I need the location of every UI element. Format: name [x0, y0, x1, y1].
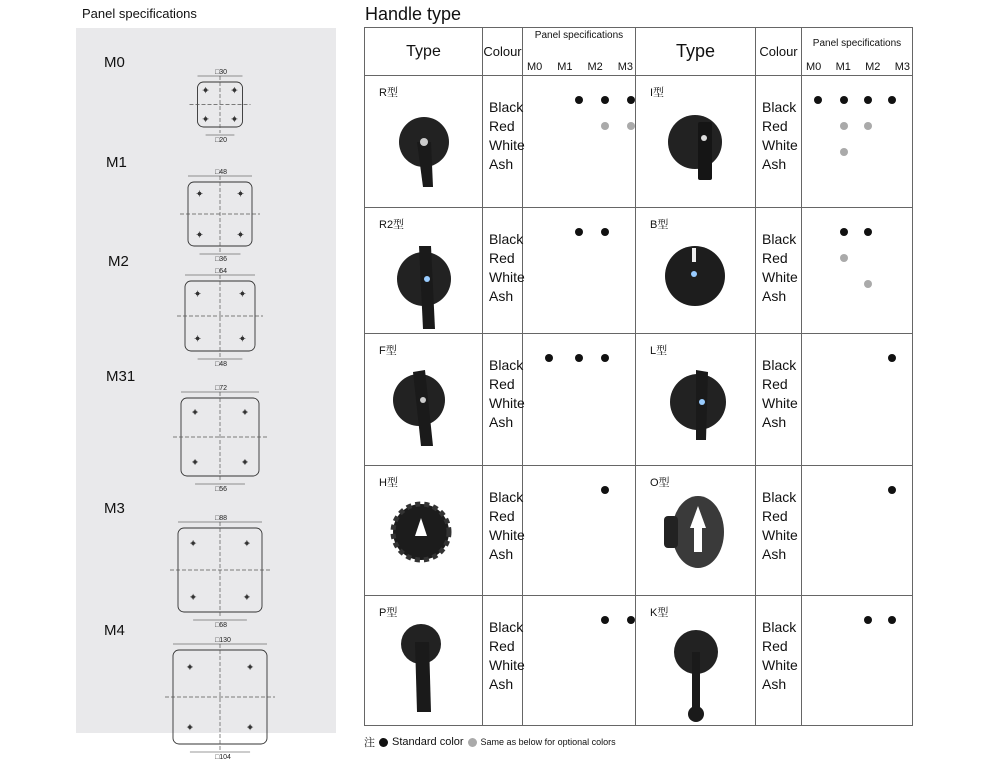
colour-option: Ash: [762, 156, 787, 172]
table-header-row: [365, 28, 913, 76]
optional-color-dot: [864, 122, 872, 130]
spec-drawing: [76, 508, 336, 632]
handle-spec-cell: [802, 334, 913, 466]
handle-type-cell: [636, 208, 756, 334]
handle-colour-cell: [483, 208, 523, 334]
handle-type-cell: [636, 596, 756, 726]
standard-color-dot: [601, 486, 609, 494]
handle-knob-icon: [660, 102, 736, 207]
handle-colour-cell: [756, 466, 802, 596]
colour-option: Black: [489, 489, 524, 505]
standard-color-dot: [888, 616, 896, 624]
header-col-m3: M3: [617, 61, 633, 73]
colour-option: White: [762, 657, 798, 673]
handle-name: F型: [379, 345, 397, 357]
standard-color-dot: [840, 96, 848, 104]
colour-option: White: [762, 137, 798, 153]
colour-option: Black: [489, 99, 524, 115]
colour-option: White: [762, 527, 798, 543]
standard-color-dot: [545, 354, 553, 362]
spec-drawing: [76, 261, 336, 371]
legend-optional-label: Same as below for optional colors: [480, 737, 616, 747]
colour-option: White: [489, 657, 525, 673]
colour-option: Ash: [489, 156, 514, 172]
handle-spec-cell: [802, 76, 913, 208]
spec-drawing: [76, 378, 336, 496]
handle-colour-cell: [483, 76, 523, 208]
standard-color-dot: [888, 486, 896, 494]
colour-option: Ash: [489, 546, 514, 562]
spec-top-dimension: □88: [215, 515, 228, 522]
optional-color-dot: [840, 148, 848, 156]
standard-color-dot: [864, 616, 872, 624]
handle-spec-cell: [523, 596, 636, 726]
header-type-2: Type: [636, 28, 756, 76]
handle-name: I型: [650, 87, 665, 99]
colour-option: Red: [762, 376, 788, 392]
colour-option: Red: [762, 118, 788, 134]
handle-knob-icon: [660, 234, 736, 339]
colour-option: White: [762, 395, 798, 411]
optional-color-dot: [840, 254, 848, 262]
standard-color-dot: [601, 228, 609, 236]
handle-spec-cell: [802, 466, 913, 596]
header-colour-2: Colour: [756, 28, 802, 76]
standard-color-dot: [601, 96, 609, 104]
table-row: [365, 596, 913, 726]
spec-label: M4: [104, 622, 125, 639]
colour-option: Red: [489, 376, 515, 392]
colour-option: Red: [489, 638, 515, 654]
handle-table: [364, 27, 913, 726]
colour-option: Red: [489, 250, 515, 266]
colour-option: White: [489, 395, 525, 411]
standard-color-dot: [888, 354, 896, 362]
colour-option: Black: [489, 619, 524, 635]
handle-name: B型: [650, 219, 669, 231]
handle-spec-cell: [523, 208, 636, 334]
colour-option: Red: [489, 508, 515, 524]
handle-knob-icon: [660, 492, 736, 597]
colour-option: White: [762, 269, 798, 285]
spec-label: M2: [108, 253, 129, 270]
standard-color-dot: [575, 354, 583, 362]
handle-type-cell: [636, 466, 756, 596]
optional-color-dot: [627, 122, 635, 130]
standard-color-dot: [575, 228, 583, 236]
table-row: [365, 334, 913, 466]
handle-knob-icon: [660, 360, 736, 465]
spec-bottom-dimension: □68: [215, 622, 228, 629]
spec-drawing: [76, 630, 336, 764]
standard-color-dot: [888, 96, 896, 104]
spec-label: M0: [104, 54, 125, 71]
spec-bottom-dimension: □104: [215, 754, 231, 761]
handle-type-cell: [636, 76, 756, 208]
standard-color-dot: [627, 96, 635, 104]
header-panel-spec-label-2: Panel specifications: [812, 38, 902, 49]
spec-label: M31: [106, 368, 136, 385]
handle-name: K型: [650, 607, 669, 619]
handle-spec-cell: [802, 596, 913, 726]
colour-option: Ash: [489, 414, 514, 430]
handle-colour-cell: [483, 466, 523, 596]
colour-option: Black: [762, 357, 797, 373]
legend-prefix: 注: [364, 737, 375, 749]
optional-color-dot: [840, 122, 848, 130]
table-row: [365, 76, 913, 208]
standard-color-dot: [601, 354, 609, 362]
handle-name: R2型: [379, 219, 405, 231]
standard-color-dot: [627, 616, 635, 624]
header-col-m2: M2: [587, 61, 603, 73]
standard-color-dot: [864, 228, 872, 236]
table-row: [365, 466, 913, 596]
header-col-m0: M0: [527, 61, 543, 73]
header-panel-spec: [523, 28, 636, 76]
spec-top-dimension: □48: [215, 169, 228, 176]
spec-drawing: [76, 62, 336, 147]
standard-color-dot: [864, 96, 872, 104]
handle-knob-icon: [389, 102, 465, 207]
optional-color-dot: [864, 280, 872, 288]
spec-top-dimension: □30: [215, 69, 228, 76]
panel-spec-area: [76, 28, 336, 761]
spec-top-dimension: □72: [215, 385, 228, 392]
header-type: Type: [365, 28, 483, 76]
handle-spec-cell: [523, 76, 636, 208]
handle-spec-cell: [802, 208, 913, 334]
panel-spec-title: Panel specifications: [82, 6, 197, 21]
handle-type-cell: [365, 76, 483, 208]
spec-drawing: [76, 162, 336, 266]
colour-option: Black: [762, 489, 797, 505]
header-panel-spec-2: [802, 28, 913, 76]
handle-type-cell: [365, 466, 483, 596]
colour-option: Red: [762, 508, 788, 524]
header-panel-spec-label: Panel specifications: [534, 30, 624, 41]
legend-footer: [364, 734, 616, 750]
handle-type-cell: [365, 334, 483, 466]
handle-knob-icon: [389, 492, 465, 597]
handle-name: R型: [379, 87, 398, 99]
colour-option: Black: [489, 231, 524, 247]
colour-option: Ash: [762, 288, 787, 304]
header-col-m1-2: M1: [835, 61, 851, 73]
colour-option: Ash: [762, 676, 787, 692]
standard-color-dot: [601, 616, 609, 624]
handle-knob-icon: [389, 234, 465, 339]
spec-top-dimension: □64: [215, 268, 228, 275]
colour-option: Ash: [489, 288, 514, 304]
handle-knob-icon: [389, 360, 465, 465]
handle-type-cell: [636, 334, 756, 466]
header-colour: Colour: [483, 28, 523, 76]
colour-option: Black: [762, 99, 797, 115]
handle-type-cell: [365, 208, 483, 334]
header-col-m0-2: M0: [806, 61, 822, 73]
standard-color-dot: [840, 228, 848, 236]
handle-colour-cell: [756, 334, 802, 466]
handle-knob-icon: [660, 622, 736, 727]
colour-option: Red: [489, 118, 515, 134]
colour-option: Ash: [489, 676, 514, 692]
legend-standard-dot: [379, 738, 388, 747]
handle-colour-cell: [756, 76, 802, 208]
legend-optional-dot: [468, 738, 477, 747]
handle-knob-icon: [389, 622, 465, 727]
colour-option: Black: [489, 357, 524, 373]
handle-name: P型: [379, 607, 398, 619]
spec-bottom-dimension: □48: [215, 361, 228, 368]
table-row: [365, 208, 913, 334]
spec-bottom-dimension: □56: [215, 486, 228, 493]
standard-color-dot: [814, 96, 822, 104]
colour-option: Ash: [762, 414, 787, 430]
handle-name: O型: [650, 477, 670, 489]
handle-colour-cell: [483, 596, 523, 726]
colour-option: Red: [762, 250, 788, 266]
handle-name: H型: [379, 477, 398, 489]
spec-bottom-dimension: □20: [215, 137, 228, 144]
handle-spec-cell: [523, 466, 636, 596]
colour-option: Red: [762, 638, 788, 654]
handle-colour-cell: [756, 208, 802, 334]
colour-option: Black: [762, 619, 797, 635]
handle-type-cell: [365, 596, 483, 726]
spec-label: M1: [106, 154, 127, 171]
handle-spec-cell: [523, 334, 636, 466]
handle-type-title: Handle type: [365, 4, 462, 24]
header-col-m1: M1: [557, 61, 573, 73]
handle-colour-cell: [756, 596, 802, 726]
spec-top-dimension: □130: [215, 637, 231, 644]
colour-option: White: [489, 137, 525, 153]
optional-color-dot: [601, 122, 609, 130]
colour-option: White: [489, 527, 525, 543]
handle-name: L型: [650, 345, 668, 357]
colour-option: Black: [762, 231, 797, 247]
header-col-m2-2: M2: [865, 61, 881, 73]
spec-label: M3: [104, 500, 125, 517]
header-col-m3-2: M3: [894, 61, 910, 73]
colour-option: White: [489, 269, 525, 285]
legend-standard-label: Standard color: [392, 736, 464, 748]
standard-color-dot: [575, 96, 583, 104]
colour-option: Ash: [762, 546, 787, 562]
handle-colour-cell: [483, 334, 523, 466]
spec-bottom-dimension: □36: [215, 256, 228, 263]
